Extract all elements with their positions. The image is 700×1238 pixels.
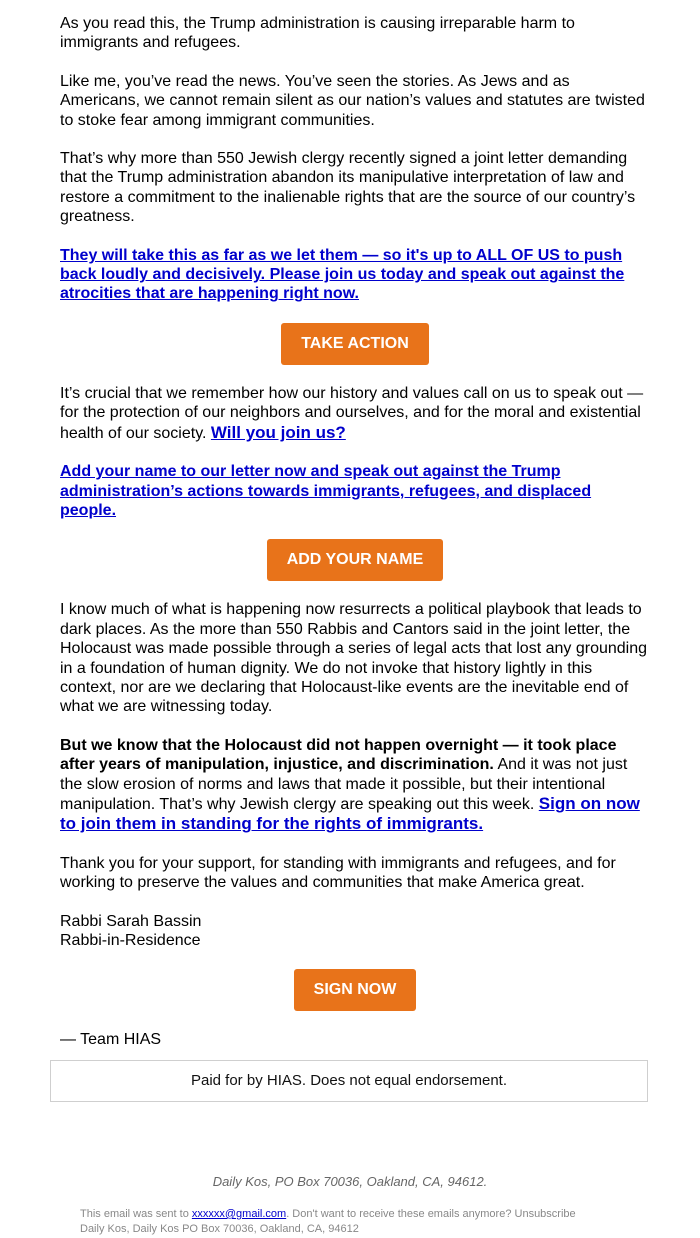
holocaust-paragraph [60, 736, 650, 835]
footer-unsubscribe-text[interactable]: . Don't want to receive these emails anymore? Unsubscribe [286, 1208, 576, 1220]
add-name-link[interactable]: Add your name to our letter now and speak out against the Trump administration’s actions towards immigrants, refugees, and displaced people. [60, 463, 592, 519]
paid-for-disclaimer: Paid for by HIAS. Does not equal endorsement. [50, 1060, 648, 1102]
history-paragraph [60, 384, 650, 443]
clergy-letter-paragraph: That’s why more than 550 Jewish clergy recently signed a joint letter demanding that the Trump administration abandon its manipulative interpretation of law and restore a commitment to the inalienable rights that are the source of our country’s greatness. [60, 150, 636, 226]
news-paragraph: Like me, you’ve read the news. You’ve seen the stories. As Jews and as Americans, we cannot remain silent as our nation’s values and statutes are twisted to stoke fear among immigrant communities. [60, 72, 645, 129]
push-back-paragraph [60, 246, 650, 304]
sign-off: — Team HIAS [60, 1031, 162, 1049]
holocaust-bold-text: But we know that the Holocaust did not happen overnight — it took place after years of manipulation, injustice, and discrimination. [60, 736, 617, 774]
intro-paragraph: As you read this, the Trump administration is causing irreparable harm to immigrants and refugees. [60, 15, 575, 52]
recipient-email-link[interactable]: xxxxxx@gmail.com [191, 1208, 287, 1220]
thank-you-paragraph: Thank you for your support, for standing with immigrants and refugees, and for working to preserve the values and communities that make America great. [60, 854, 616, 892]
footer-address-line: Daily Kos, Daily Kos PO Box 70036, Oakland, CA, 94612 [80, 1223, 359, 1235]
sign-now-button[interactable]: SIGN NOW [294, 969, 416, 1011]
push-back-link[interactable]: They will take this as far as we let them — so it's up to ALL OF US to push back loudly and decisively. Please join us today and speak out against the atrocities that are happening right now. [60, 246, 625, 303]
footer-notice [80, 1207, 680, 1237]
take-action-row [60, 323, 650, 365]
join-us-link[interactable]: Will you join us? [210, 422, 346, 442]
add-your-name-row [60, 539, 650, 581]
email-body [60, 14, 650, 1050]
add-your-name-button[interactable]: ADD YOUR NAME [267, 539, 443, 581]
footer-sent-to-prefix: This email was sent to [80, 1208, 189, 1220]
footer-address: Daily Kos, PO Box 70036, Oakland, CA, 94612. [212, 1174, 488, 1189]
signature-title: Rabbi-in-Residence [60, 932, 201, 949]
sign-now-row [60, 969, 650, 1011]
add-name-paragraph [60, 462, 650, 520]
signature-name: Rabbi Sarah Bassin [60, 912, 202, 930]
history-text: It’s crucial that we remember how our history and values call on us to speak out — for the protection of our neighbors and ourselves, and for the moral and existential health of our society. [60, 384, 644, 442]
sign-on-link[interactable]: Sign on now to join them in standing for the rights of immigrants. [60, 793, 640, 834]
holocaust-text: And it was not just the slow erosion of norms and laws that made it possible, but their intentional manipulation. That’s why Jewish clergy are speaking out this week. [60, 756, 628, 813]
signature [60, 912, 650, 951]
take-action-button[interactable]: TAKE ACTION [281, 323, 429, 365]
playbook-paragraph: I know much of what is happening now resurrects a political playbook that leads to dark places. As the more than 550 Rabbis and Cantors said in the joint letter, the Holocaust was made possible through a series of legal acts that lost any grounding in a foundation of human dignity. We do not invoke that history lightly in this context, nor are we declaring that Holocaust-like events are the inevitable end of what we are witnessing today. [60, 601, 648, 716]
footer-sent-to-line [80, 1207, 680, 1222]
